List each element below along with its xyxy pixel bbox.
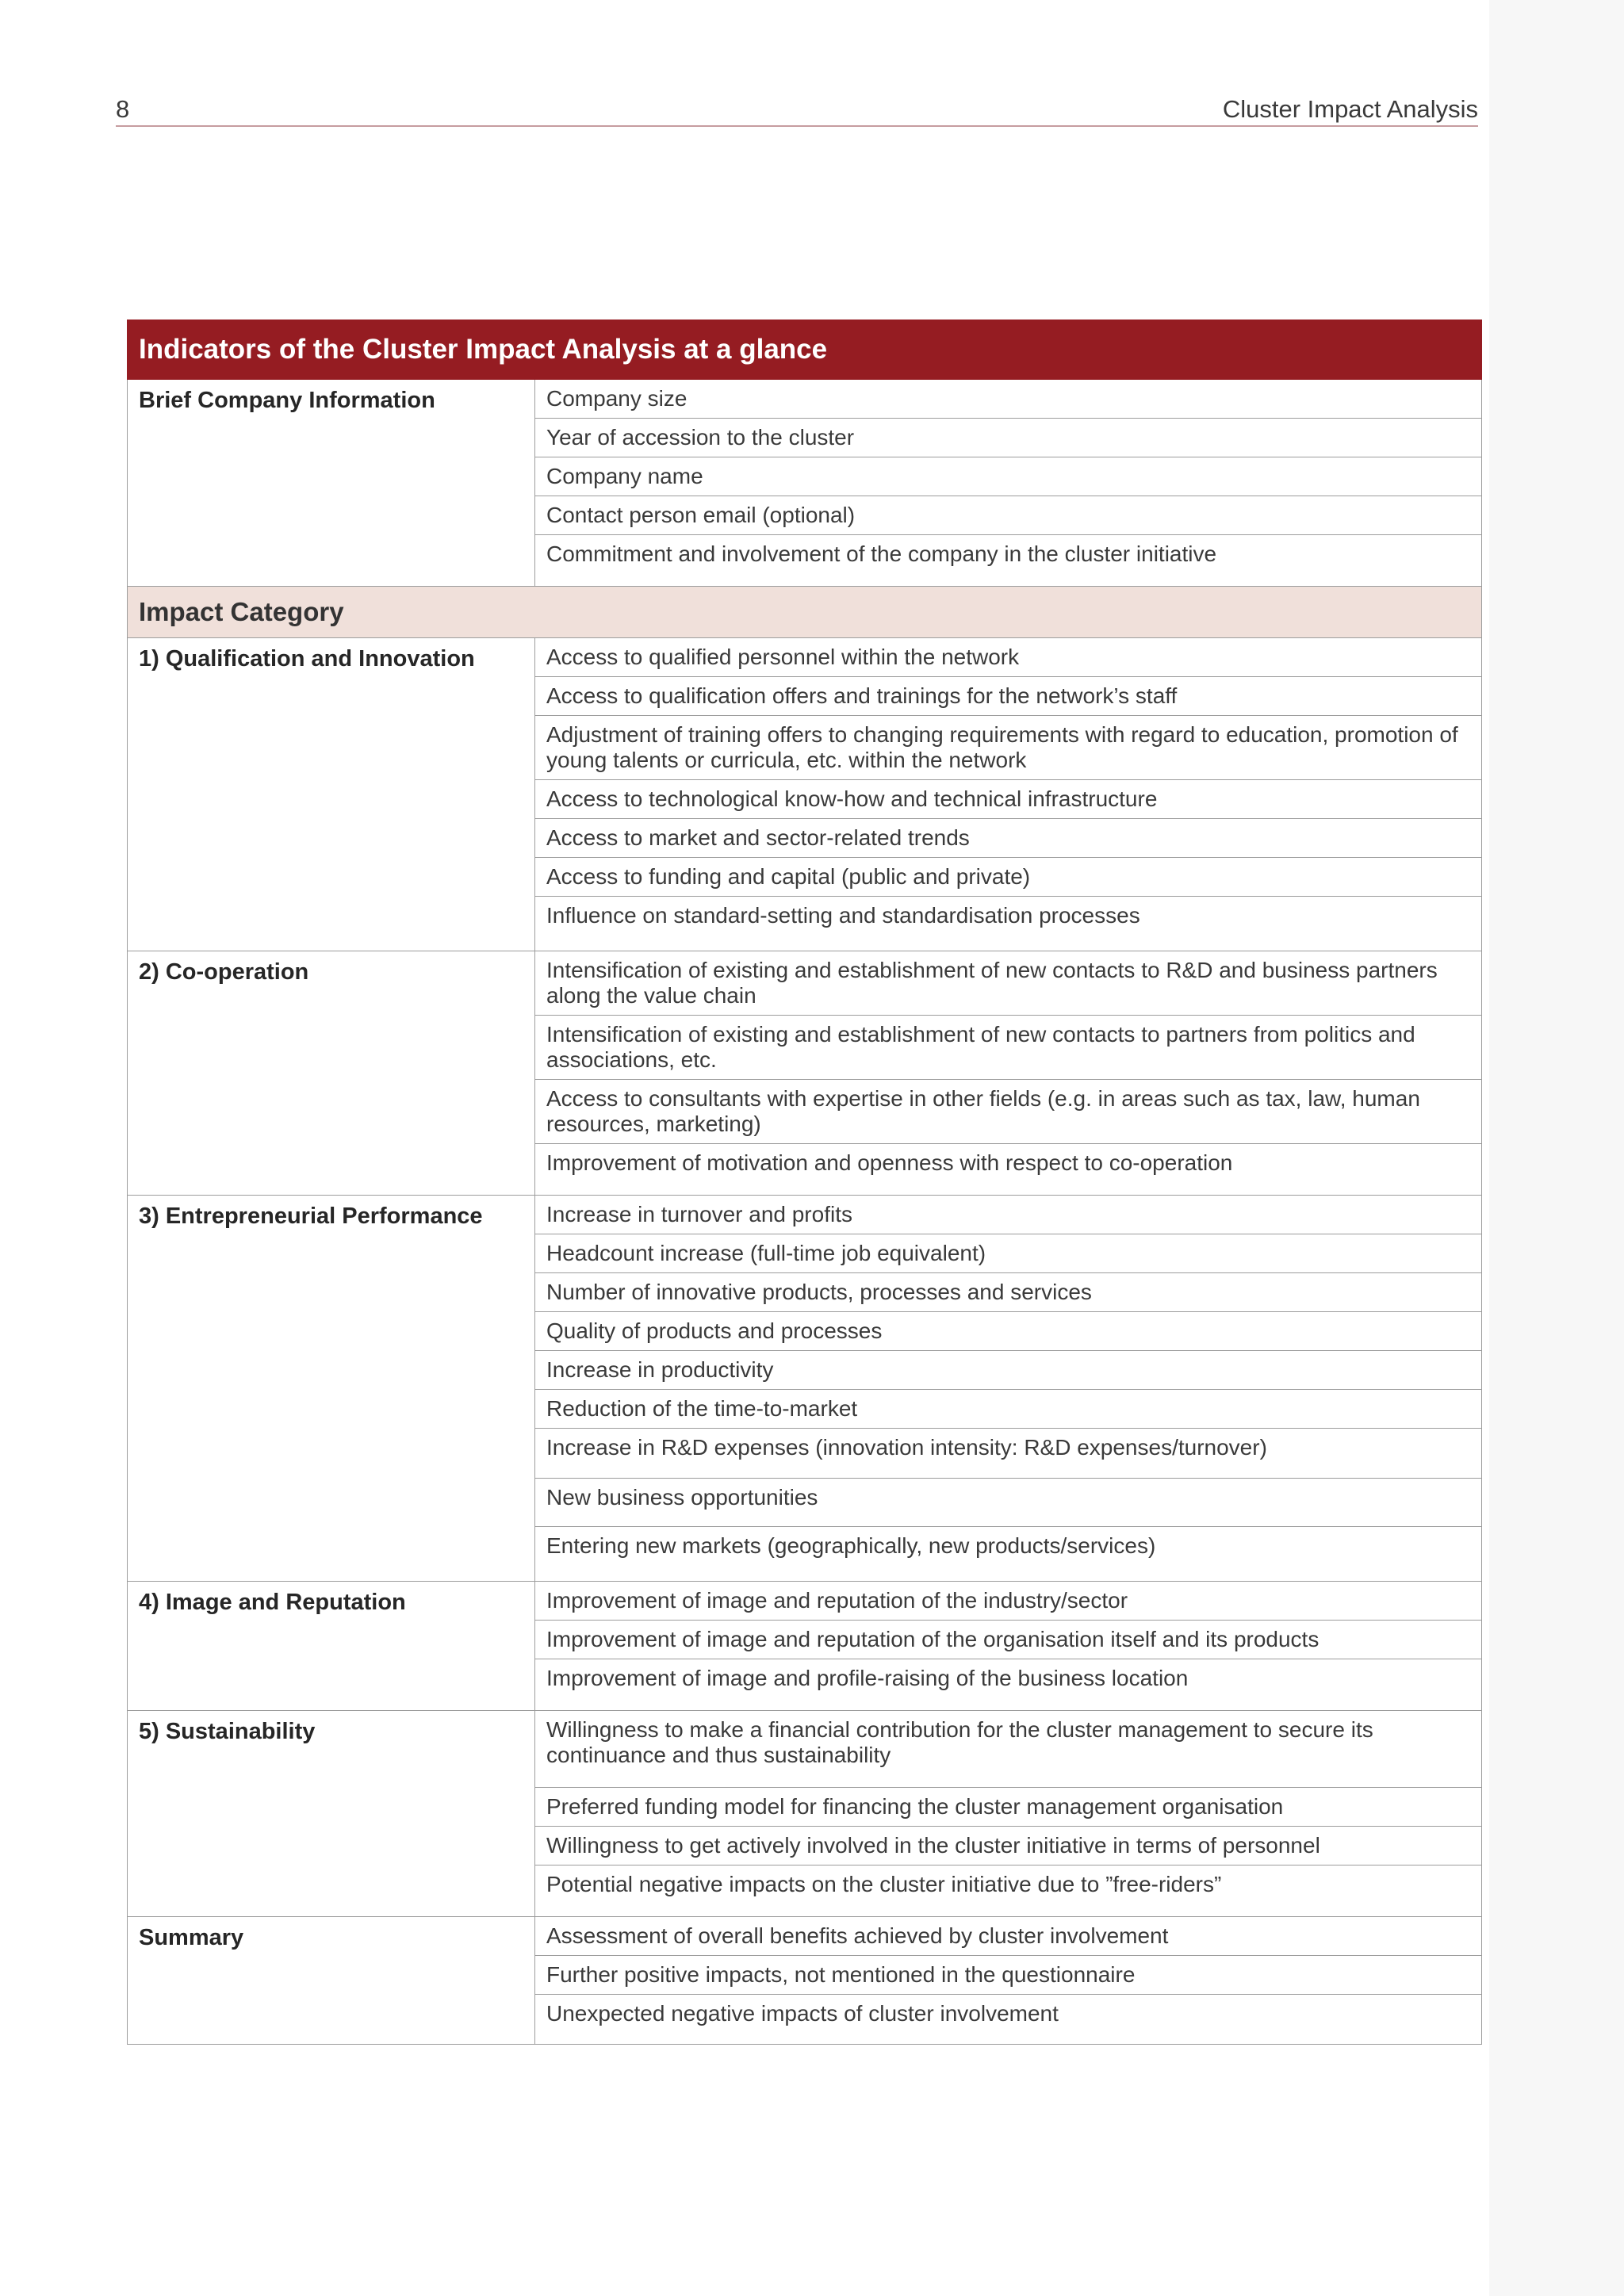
- indicator-item: Willingness to make a financial contribution for the cluster management to secure its continuance and thus sustainability: [535, 1711, 1481, 1788]
- indicator-item: Adjustment of training offers to changing requirements with regard to education, promotion of young talents or curricula, etc. within the network: [535, 716, 1481, 780]
- indicator-item: Company name: [535, 457, 1481, 496]
- indicators-table: [127, 320, 1482, 2045]
- header-rule: [116, 125, 1478, 127]
- indicator-item: Intensification of existing and establishment of new contacts to partners from politics and associations, etc.: [535, 1016, 1481, 1080]
- category-group: [128, 638, 1482, 951]
- indicator-item: Intensification of existing and establishment of new contacts to R&D and business partners along the value chain: [535, 951, 1481, 1016]
- indicator-item: Influence on standard-setting and standardisation processes: [546, 903, 1140, 928]
- impact-category-heading: Impact Category: [128, 587, 1482, 638]
- category-group-label: Summary: [128, 1917, 535, 2045]
- indicator-item: Improvement of image and reputation of the organisation itself and its products: [535, 1621, 1481, 1659]
- brief-company-group: [128, 380, 1482, 587]
- category-group: [128, 1582, 1482, 1711]
- indicator-item: Access to technological know-how and technical infrastructure: [535, 780, 1481, 819]
- indicator-item: Number of innovative products, processes and services: [535, 1273, 1481, 1312]
- indicator-item: Entering new markets (geographically, new products/services): [546, 1533, 1156, 1558]
- indicator-item: Increase in turnover and profits: [535, 1196, 1481, 1234]
- category-group-indicators: [535, 1196, 1482, 1582]
- indicator-item: Further positive impacts, not mentioned in the questionnaire: [535, 1956, 1481, 1995]
- indicator-item: Preferred funding model for financing the cluster management organisation: [535, 1788, 1481, 1827]
- page-number: 8: [116, 95, 130, 123]
- table-title-row: [128, 320, 1482, 380]
- indicator-item: Access to consultants with expertise in other fields (e.g. in areas such as tax, law, human resources, marketing): [535, 1080, 1481, 1144]
- category-group-indicators: [535, 638, 1482, 951]
- indicator-item: Headcount increase (full-time job equivalent): [535, 1234, 1481, 1273]
- indicator-item: Assessment of overall benefits achieved by cluster involvement: [535, 1917, 1481, 1956]
- indicator-item: Quality of products and processes: [535, 1312, 1481, 1351]
- indicator-item: Access to qualified personnel within the network: [535, 638, 1481, 677]
- category-group-indicators: [535, 1917, 1482, 2045]
- indicator-item: Commitment and involvement of the company in the cluster initiative: [546, 541, 1217, 566]
- brief-company-group-indicators: [535, 380, 1482, 587]
- indicator-item: Contact person email (optional): [535, 496, 1481, 535]
- impact-category-row: [128, 587, 1482, 638]
- indicator-item: Access to market and sector-related trends: [535, 819, 1481, 858]
- category-group: [128, 1917, 1482, 2045]
- indicator-item: New business opportunities: [535, 1479, 1481, 1527]
- category-group-indicators: [535, 951, 1482, 1196]
- category-group: [128, 951, 1482, 1196]
- indicator-item: Improvement of image and profile-raising of the business location: [546, 1666, 1189, 1690]
- indicator-item: Reduction of the time-to-market: [535, 1390, 1481, 1429]
- running-title: Cluster Impact Analysis: [1222, 95, 1478, 123]
- indicator-item: Increase in productivity: [535, 1351, 1481, 1390]
- page-margin-shade: [1489, 0, 1624, 2296]
- category-group: [128, 1711, 1482, 1917]
- category-group-indicators: [535, 1711, 1482, 1917]
- category-group-label: 4) Image and Reputation: [128, 1582, 535, 1711]
- category-group-label: 3) Entrepreneurial Performance: [128, 1196, 535, 1582]
- indicator-item: Improvement of motivation and openness with respect to co-operation: [546, 1150, 1233, 1175]
- category-group-label: 5) Sustainability: [128, 1711, 535, 1917]
- indicator-item: Willingness to get actively involved in the cluster initiative in terms of personnel: [535, 1827, 1481, 1866]
- indicator-item: Company size: [535, 380, 1481, 419]
- indicator-item: Year of accession to the cluster: [535, 419, 1481, 457]
- category-group-indicators: [535, 1582, 1482, 1711]
- indicator-item: Access to funding and capital (public and private): [535, 858, 1481, 897]
- indicator-item: Access to qualification offers and trainings for the network’s staff: [535, 677, 1481, 716]
- category-group-label: 2) Co-operation: [128, 951, 535, 1196]
- indicator-item: Increase in R&D expenses (innovation intensity: R&D expenses/turnover): [535, 1429, 1481, 1479]
- indicator-item: Potential negative impacts on the cluster initiative due to ”free-riders”: [546, 1872, 1222, 1896]
- category-group: [128, 1196, 1482, 1582]
- table-title: Indicators of the Cluster Impact Analysis at a glance: [128, 320, 1482, 380]
- indicator-item: Unexpected negative impacts of cluster involvement: [546, 2001, 1059, 2026]
- brief-company-group-label: Brief Company Information: [128, 380, 535, 587]
- category-group-label: 1) Qualification and Innovation: [128, 638, 535, 951]
- indicator-item: Improvement of image and reputation of the industry/sector: [535, 1582, 1481, 1621]
